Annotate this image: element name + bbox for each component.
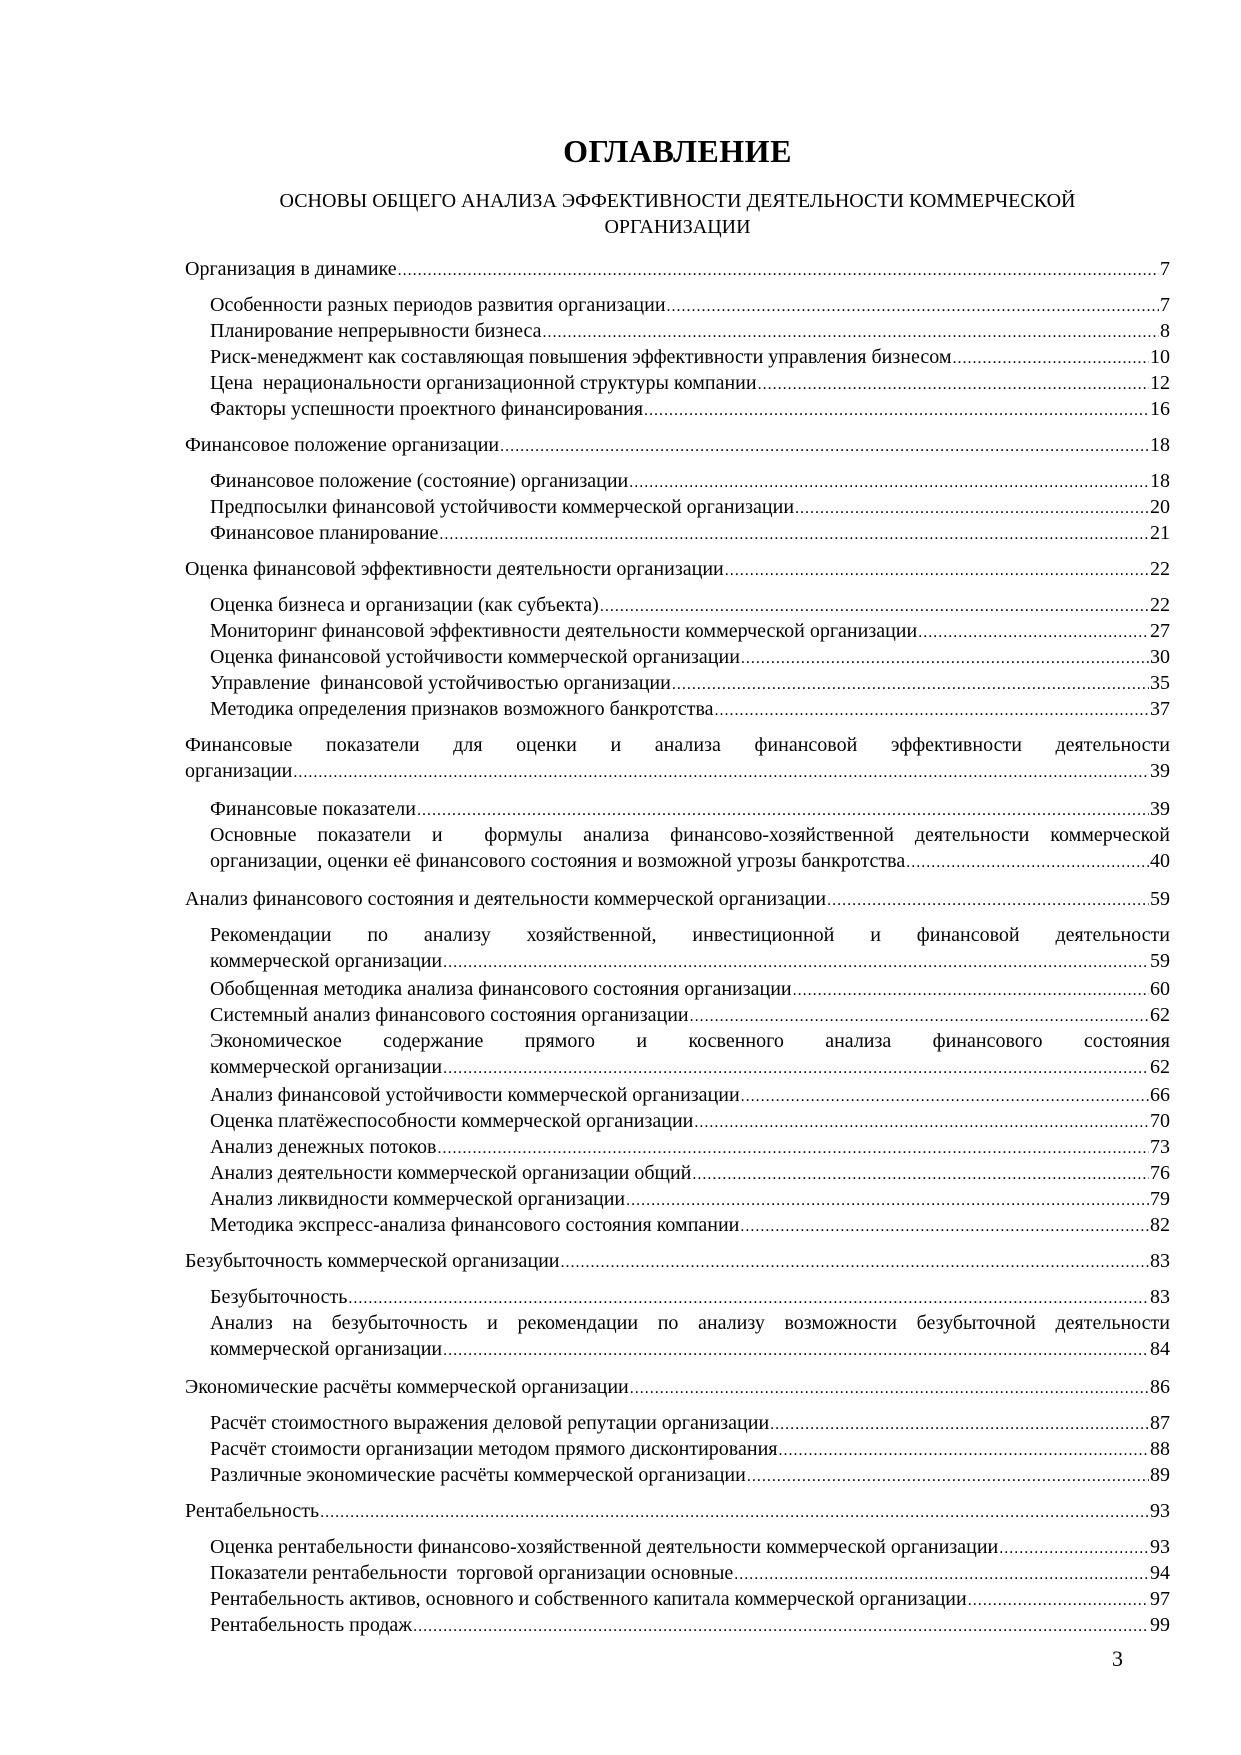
toc-entry-title: Различные экономические расчёты коммерческой организации <box>210 1464 746 1486</box>
toc-subsection[interactable] <box>210 1212 1170 1238</box>
toc-leader <box>715 698 1149 724</box>
toc-page-number: 39 <box>1150 798 1170 820</box>
toc-page-number: 39 <box>1150 760 1170 782</box>
toc-entry-title: Управление финансовой устойчивостью организации <box>210 672 671 694</box>
toc-subsection[interactable] <box>210 1612 1170 1638</box>
toc-subsection[interactable] <box>210 796 1170 822</box>
toc-leader <box>725 558 1149 584</box>
toc-subsection[interactable] <box>210 1310 1170 1364</box>
toc-leader <box>626 1188 1149 1214</box>
toc-leader <box>770 1412 1149 1438</box>
toc-page-number: 22 <box>1150 594 1170 616</box>
toc-leader <box>778 1438 1149 1464</box>
toc-entry-title: Анализ финансового состояния и деятельности коммерческой организации <box>185 888 827 910</box>
toc-page-number: 88 <box>1150 1438 1170 1460</box>
toc-section[interactable] <box>185 256 1170 282</box>
toc-entry-title: Финансовое положение организации <box>185 434 500 456</box>
toc-entry-title-line-1: Основные показатели и формулы анализа финансово-хозяйственной деятельности коммерческой <box>210 824 1170 846</box>
toc-page-number: 7 <box>1160 258 1170 280</box>
toc-subsection[interactable] <box>210 644 1170 670</box>
toc-leader <box>672 672 1149 698</box>
toc-entry-title: Оценка платёжеспособности коммерческой организации <box>210 1110 694 1132</box>
toc-entry-title-line-1: Рекомендации по анализу хозяйственной, инвестиционной и финансовой деятельности <box>210 924 1170 946</box>
toc-entry-title: Расчёт стоимости организации методом прямого дисконтирования <box>210 1438 778 1460</box>
toc-section[interactable] <box>185 1498 1170 1524</box>
toc-page-number: 94 <box>1150 1562 1170 1584</box>
toc-page-number: 21 <box>1150 522 1170 544</box>
toc-subsection[interactable] <box>210 976 1170 1002</box>
toc-leader <box>827 888 1149 914</box>
toc-leader <box>600 594 1149 620</box>
toc-entry-title-line-1: Анализ на безубыточность и рекомендации по анализу возможности безубыточной деятельности <box>210 1312 1170 1334</box>
toc-page-number: 7 <box>1160 294 1170 316</box>
toc-entry-title: Безубыточность коммерческой организации <box>185 1250 560 1272</box>
toc-page-number: 40 <box>1150 850 1170 872</box>
toc-subsection[interactable] <box>210 1436 1170 1462</box>
toc-page-number: 59 <box>1150 888 1170 910</box>
toc-entry-title: Финансовые показатели <box>210 798 416 820</box>
toc-entry-title: Системный анализ финансового состояния организации <box>210 1004 689 1026</box>
toc-subsection[interactable] <box>210 822 1170 876</box>
toc-leader <box>758 372 1149 398</box>
toc-page-number: 10 <box>1150 346 1170 368</box>
toc-leader <box>741 1084 1149 1110</box>
toc-leader <box>795 496 1149 522</box>
toc-leader <box>734 1562 1149 1588</box>
toc-page-number: 18 <box>1150 434 1170 456</box>
toc-leader <box>740 1214 1149 1240</box>
toc-subsection[interactable] <box>210 1186 1170 1212</box>
toc-entry-title: Оценка финансовой устойчивости коммерческой организации <box>210 646 740 668</box>
toc-subsection[interactable] <box>210 318 1170 344</box>
toc-leader <box>999 1536 1149 1562</box>
toc-subsection[interactable] <box>210 370 1170 396</box>
toc-subsection[interactable] <box>210 292 1170 318</box>
toc-entry-title-line-2: коммерческой организации <box>210 950 443 972</box>
toc-section[interactable] <box>185 732 1170 786</box>
toc-page-number: 70 <box>1150 1110 1170 1132</box>
toc-section[interactable] <box>185 556 1170 582</box>
toc-leader <box>630 1376 1149 1402</box>
toc-leader <box>443 950 1149 976</box>
toc-page-number: 59 <box>1150 950 1170 972</box>
toc-entry-title: Планирование непрерывности бизнеса <box>210 320 542 342</box>
subtitle-line-1: ОСНОВЫ ОБЩЕГО АНАЛИЗА ЭФФЕКТИВНОСТИ ДЕЯТЕЛЬНОСТИ КОММЕРЧЕСКОЙ <box>279 190 1076 212</box>
toc-entry-title-line-1: Экономическое содержание прямого и косвенного анализа финансового состояния <box>210 1030 1170 1052</box>
toc-page-number: 76 <box>1150 1162 1170 1184</box>
toc-subsection[interactable] <box>210 344 1170 370</box>
toc-entry-title: Оценка бизнеса и организации (как субъекта) <box>210 594 599 616</box>
toc-subsection[interactable] <box>210 592 1170 618</box>
toc-entry-title: Анализ финансовой устойчивости коммерческой организации <box>210 1084 740 1106</box>
toc-leader <box>793 978 1149 1004</box>
toc-page-number: 62 <box>1150 1004 1170 1026</box>
toc-subsection[interactable] <box>210 670 1170 696</box>
toc-page-number: 27 <box>1150 620 1170 642</box>
toc-page-number: 37 <box>1150 698 1170 720</box>
toc-entry-title: Финансовое положение (состояние) организации <box>210 470 629 492</box>
toc-entry-title-line-2: коммерческой организации <box>210 1338 443 1360</box>
book-subtitle <box>185 188 1170 240</box>
toc-subsection[interactable] <box>210 520 1170 546</box>
toc-page-number: 82 <box>1150 1214 1170 1236</box>
toc-entry-title: Расчёт стоимостного выражения деловой репутации организации <box>210 1412 770 1434</box>
toc-entry-title: Цена нерациональности организационной структуры компании <box>210 372 757 394</box>
toc-leader <box>953 346 1149 372</box>
toc-page-number: 79 <box>1150 1188 1170 1210</box>
toc-page-number: 62 <box>1150 1056 1170 1078</box>
toc-leader <box>747 1464 1149 1490</box>
table-of-contents <box>185 256 1170 1638</box>
toc-entry-title-line-1: Финансовые показатели для оценки и анализа финансовой эффективности деятельности <box>185 734 1170 756</box>
toc-page-number: 8 <box>1160 320 1170 342</box>
toc-entry-title: Оценка рентабельности финансово-хозяйственной деятельности коммерческой организации <box>210 1536 999 1558</box>
toc-page-number: 60 <box>1150 978 1170 1000</box>
toc-entry-title: Безубыточность <box>210 1286 348 1308</box>
toc-entry-title: Финансовое планирование <box>210 522 439 544</box>
toc-entry-title: Методика определения признаков возможного банкротства <box>210 698 714 720</box>
toc-page-number: 86 <box>1150 1376 1170 1398</box>
toc-subsection[interactable] <box>210 1002 1170 1028</box>
toc-page-number: 97 <box>1150 1588 1170 1610</box>
toc-page-number: 99 <box>1150 1614 1170 1636</box>
toc-page-number: 16 <box>1150 398 1170 420</box>
toc-leader <box>694 1110 1149 1136</box>
toc-page-number: 20 <box>1150 496 1170 518</box>
toc-subsection[interactable] <box>210 1410 1170 1436</box>
toc-subsection[interactable] <box>210 1560 1170 1586</box>
toc-leader <box>629 470 1149 496</box>
toc-subsection[interactable] <box>210 1462 1170 1488</box>
toc-page-number: 30 <box>1150 646 1170 668</box>
toc-leader <box>417 798 1149 824</box>
toc-leader <box>413 1614 1149 1640</box>
toc-entry-title: Предпосылки финансовой устойчивости коммерческой организации <box>210 496 795 518</box>
toc-entry-title: Рентабельность продаж <box>210 1614 413 1636</box>
toc-leader <box>348 1286 1149 1312</box>
toc-entry-title: Анализ ликвидности коммерческой организации <box>210 1188 626 1210</box>
toc-section[interactable] <box>185 886 1170 912</box>
subtitle-line-2: ОРГАНИЗАЦИИ <box>604 216 751 238</box>
toc-entry-title: Методика экспресс-анализа финансового состояния компании <box>210 1214 740 1236</box>
toc-leader <box>561 1250 1150 1276</box>
toc-entry-title: Оценка финансовой эффективности деятельности организации <box>185 558 724 580</box>
toc-entry-title-line-2: организации, оценки её финансового состояния и возможной угрозы банкротства <box>210 850 906 872</box>
toc-section[interactable] <box>185 1374 1170 1400</box>
toc-subsection[interactable] <box>210 1108 1170 1134</box>
toc-leader <box>968 1588 1149 1614</box>
toc-leader <box>667 294 1159 320</box>
toc-section[interactable] <box>185 1248 1170 1274</box>
toc-leader <box>439 522 1149 548</box>
toc-leader <box>690 1004 1149 1030</box>
toc-leader <box>741 646 1149 672</box>
toc-entry-title: Рентабельность <box>185 1500 320 1522</box>
toc-entry-title: Организация в динамике <box>185 258 397 280</box>
toc-subsection[interactable] <box>210 1082 1170 1108</box>
toc-leader <box>906 850 1149 876</box>
toc-subsection[interactable] <box>210 1586 1170 1612</box>
toc-page-number: 35 <box>1150 672 1170 694</box>
toc-subsection[interactable] <box>210 494 1170 520</box>
toc-section[interactable] <box>185 432 1170 458</box>
toc-page-number: 93 <box>1150 1536 1170 1558</box>
toc-page-number: 83 <box>1150 1250 1170 1272</box>
toc-entry-title: Анализ денежных потоков <box>210 1136 437 1158</box>
toc-entry-title: Показатели рентабельности торговой организации основные <box>210 1562 734 1584</box>
toc-leader <box>918 620 1149 646</box>
toc-entry-title: Анализ деятельности коммерческой организации общий <box>210 1162 692 1184</box>
toc-leader <box>443 1056 1149 1082</box>
toc-page-number: 22 <box>1150 558 1170 580</box>
toc-subsection[interactable] <box>210 1028 1170 1082</box>
toc-entry-title: Экономические расчёты коммерческой организации <box>185 1376 629 1398</box>
toc-page-number: 73 <box>1150 1136 1170 1158</box>
toc-leader <box>398 258 1159 284</box>
toc-page-number: 87 <box>1150 1412 1170 1434</box>
toc-leader <box>542 320 1159 346</box>
toc-entry-title: Риск-менеджмент как составляющая повышения эффективности управления бизнесом <box>210 346 952 368</box>
toc-leader <box>644 398 1149 424</box>
toc-leader <box>692 1162 1149 1188</box>
toc-leader <box>443 1338 1149 1364</box>
toc-entry-title-line-2: коммерческой организации <box>210 1056 443 1078</box>
toc-entry-title: Особенности разных периодов развития организации <box>210 294 666 316</box>
toc-subsection[interactable] <box>210 618 1170 644</box>
toc-page-number: 83 <box>1150 1286 1170 1308</box>
toc-leader <box>293 760 1149 786</box>
toc-entry-title: Рентабельность активов, основного и собственного капитала коммерческой организации <box>210 1588 967 1610</box>
page-title: ОГЛАВЛЕНИЕ <box>563 133 792 169</box>
toc-entry-title: Обобщенная методика анализа финансового состояния организации <box>210 978 792 1000</box>
toc-subsection[interactable] <box>210 1134 1170 1160</box>
toc-page-number: 93 <box>1150 1500 1170 1522</box>
toc-subsection[interactable] <box>210 696 1170 722</box>
toc-subsection[interactable] <box>210 1160 1170 1186</box>
toc-subsection[interactable] <box>210 468 1170 494</box>
toc-entry-title-line-2: организации <box>185 760 293 782</box>
toc-page-number: 89 <box>1150 1464 1170 1486</box>
toc-subsection[interactable] <box>210 922 1170 976</box>
toc-leader <box>437 1136 1149 1162</box>
toc-leader <box>320 1500 1149 1526</box>
toc-page-number: 18 <box>1150 470 1170 492</box>
toc-subsection[interactable] <box>210 1534 1170 1560</box>
toc-subsection[interactable] <box>210 1284 1170 1310</box>
toc-entry-title: Факторы успешности проектного финансирования <box>210 398 644 420</box>
toc-page-number: 66 <box>1150 1084 1170 1106</box>
toc-entry-title: Мониторинг финансовой эффективности деятельности коммерческой организации <box>210 620 918 642</box>
toc-subsection[interactable] <box>210 396 1170 422</box>
page-number: 3 <box>1112 1646 1123 1671</box>
toc-page-number: 84 <box>1150 1338 1170 1360</box>
toc-page-number: 12 <box>1150 372 1170 394</box>
toc-leader <box>500 434 1149 460</box>
